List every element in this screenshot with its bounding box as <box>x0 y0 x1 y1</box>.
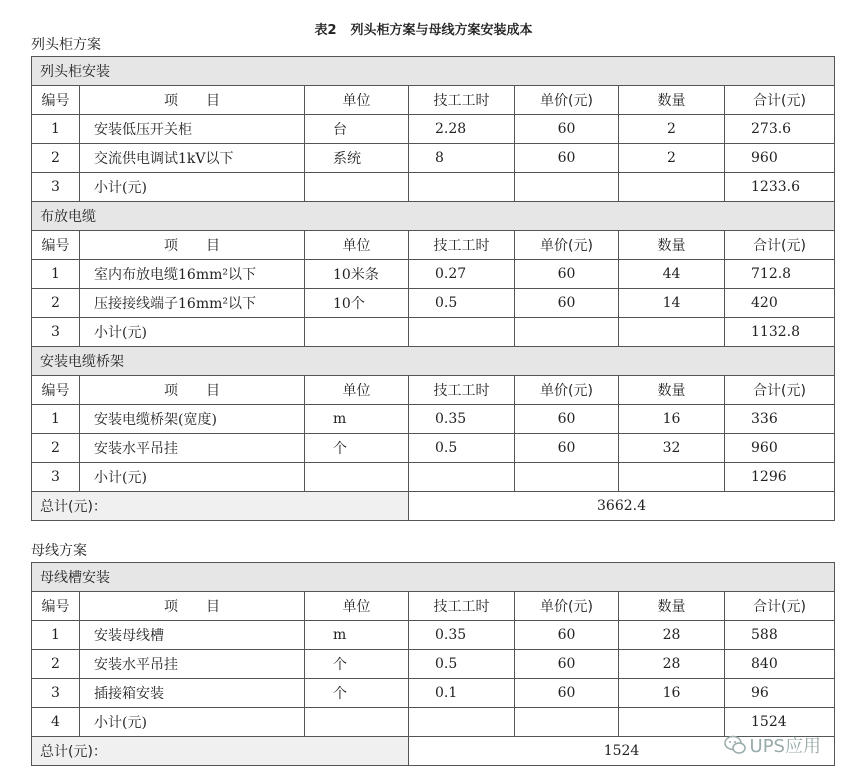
table-row <box>32 405 835 434</box>
table-cell: 4 <box>32 708 80 737</box>
table-cell: 个 <box>305 679 409 708</box>
column-header: 单位 <box>305 231 409 260</box>
total-value: 1524 <box>409 737 835 766</box>
table-cell <box>305 708 409 737</box>
plan2-table <box>31 562 835 766</box>
table-row <box>32 260 835 289</box>
table-cell: 14 <box>619 289 725 318</box>
column-header: 数量 <box>619 86 725 115</box>
table-caption: 列头柜方案与母线方案安装成本 <box>350 23 533 38</box>
column-header: 编号 <box>32 592 80 621</box>
table-cell: 60 <box>515 289 619 318</box>
table-cell: m <box>305 621 409 650</box>
table-cell <box>619 708 725 737</box>
column-header: 技工工时 <box>409 376 515 405</box>
table-row <box>32 650 835 679</box>
table-cell: 1 <box>32 115 80 144</box>
total-row <box>32 492 835 521</box>
column-header: 单价(元) <box>515 231 619 260</box>
table-cell: 96 <box>725 679 835 708</box>
table-cell: 1 <box>32 621 80 650</box>
table-number: 表2 <box>314 23 337 38</box>
section-name: 列头柜安装 <box>32 57 835 86</box>
column-header: 单价(元) <box>515 86 619 115</box>
column-header: 项 目 <box>80 592 305 621</box>
table-cell: 小计(元) <box>80 173 305 202</box>
table-cell: 安装水平吊挂 <box>80 650 305 679</box>
table-cell: 安装母线槽 <box>80 621 305 650</box>
table-cell: 28 <box>619 650 725 679</box>
section-row <box>32 57 835 86</box>
table-cell: 小计(元) <box>80 318 305 347</box>
table-title <box>0 19 847 38</box>
table-cell <box>305 173 409 202</box>
table-cell: 588 <box>725 621 835 650</box>
column-header: 编号 <box>32 86 80 115</box>
table-cell: 3 <box>32 318 80 347</box>
table-row <box>32 621 835 650</box>
table-cell: 个 <box>305 650 409 679</box>
table-cell: 压接接线端子16mm²以下 <box>80 289 305 318</box>
table-cell: 0.35 <box>409 405 515 434</box>
table-cell: 60 <box>515 115 619 144</box>
column-header: 技工工时 <box>409 86 515 115</box>
table-cell <box>409 708 515 737</box>
table-cell: 1233.6 <box>725 173 835 202</box>
table-cell: 60 <box>515 621 619 650</box>
column-header: 编号 <box>32 231 80 260</box>
column-header: 单位 <box>305 376 409 405</box>
table-row <box>32 144 835 173</box>
table-cell: 安装低压开关柜 <box>80 115 305 144</box>
table-cell: 2 <box>32 434 80 463</box>
table-cell: 8 <box>409 144 515 173</box>
table-cell: 60 <box>515 405 619 434</box>
table-cell: 0.27 <box>409 260 515 289</box>
table-cell: 2.28 <box>409 115 515 144</box>
total-row <box>32 737 835 766</box>
section-name: 母线槽安装 <box>32 563 835 592</box>
section-name: 安装电缆桥架 <box>32 347 835 376</box>
table-cell: 0.5 <box>409 650 515 679</box>
table-cell: 交流供电调试1kV以下 <box>80 144 305 173</box>
column-header: 单位 <box>305 86 409 115</box>
table-cell: 28 <box>619 621 725 650</box>
table-cell <box>409 318 515 347</box>
table-cell: 0.35 <box>409 621 515 650</box>
column-header: 项 目 <box>80 376 305 405</box>
section-row <box>32 563 835 592</box>
column-header: 单价(元) <box>515 376 619 405</box>
table-cell: 安装电缆桥架(宽度) <box>80 405 305 434</box>
table-cell: 60 <box>515 650 619 679</box>
table-cell: 420 <box>725 289 835 318</box>
table-cell: 1296 <box>725 463 835 492</box>
table-cell <box>305 318 409 347</box>
table-cell: 960 <box>725 144 835 173</box>
table-cell: m <box>305 405 409 434</box>
table-cell: 个 <box>305 434 409 463</box>
table-cell: 1132.8 <box>725 318 835 347</box>
column-header: 单价(元) <box>515 592 619 621</box>
table-cell: 小计(元) <box>80 463 305 492</box>
table-cell: 安装水平吊挂 <box>80 434 305 463</box>
table-cell: 台 <box>305 115 409 144</box>
watermark <box>724 732 821 758</box>
table-cell: 1 <box>32 405 80 434</box>
table-cell: 60 <box>515 260 619 289</box>
table-cell: 2 <box>32 289 80 318</box>
table-cell: 1 <box>32 260 80 289</box>
table-cell <box>515 463 619 492</box>
header-row <box>32 231 835 260</box>
table-cell: 712.8 <box>725 260 835 289</box>
table-cell: 273.6 <box>725 115 835 144</box>
watermark-text: UPS应用 <box>749 736 821 757</box>
wechat-icon <box>724 735 746 755</box>
column-header: 项 目 <box>80 231 305 260</box>
table-cell: 3 <box>32 173 80 202</box>
table-cell <box>409 463 515 492</box>
table-cell: 16 <box>619 679 725 708</box>
table-row <box>32 679 835 708</box>
table-cell: 0.5 <box>409 434 515 463</box>
table-cell <box>305 463 409 492</box>
table-cell: 60 <box>515 679 619 708</box>
table-cell: 10个 <box>305 289 409 318</box>
table-cell: 2 <box>619 144 725 173</box>
column-header: 数量 <box>619 231 725 260</box>
table-row <box>32 708 835 737</box>
table-cell: 32 <box>619 434 725 463</box>
column-header: 数量 <box>619 376 725 405</box>
table-cell <box>619 318 725 347</box>
table-cell <box>619 463 725 492</box>
plan1-heading: 列头柜方案 <box>31 37 101 53</box>
table-cell: 336 <box>725 405 835 434</box>
column-header: 技工工时 <box>409 231 515 260</box>
table-cell <box>515 318 619 347</box>
table-cell <box>619 173 725 202</box>
table-row <box>32 463 835 492</box>
total-label: 总计(元)： <box>32 737 409 766</box>
table-cell: 840 <box>725 650 835 679</box>
column-header: 合计(元) <box>725 376 835 405</box>
table-cell: 小计(元) <box>80 708 305 737</box>
table-cell: 2 <box>32 144 80 173</box>
total-label: 总计(元)： <box>32 492 409 521</box>
column-header: 合计(元) <box>725 86 835 115</box>
column-header: 数量 <box>619 592 725 621</box>
column-header: 单位 <box>305 592 409 621</box>
table-row <box>32 115 835 144</box>
table-row <box>32 318 835 347</box>
table-cell: 0.5 <box>409 289 515 318</box>
header-row <box>32 376 835 405</box>
table-cell: 室内布放电缆16mm²以下 <box>80 260 305 289</box>
table-cell: 60 <box>515 144 619 173</box>
column-header: 编号 <box>32 376 80 405</box>
table-cell: 16 <box>619 405 725 434</box>
plan2-heading: 母线方案 <box>31 543 87 559</box>
column-header: 技工工时 <box>409 592 515 621</box>
table-cell: 60 <box>515 434 619 463</box>
plan1-table <box>31 56 835 521</box>
section-row <box>32 202 835 231</box>
table-cell: 3 <box>32 679 80 708</box>
table-cell: 插接箱安装 <box>80 679 305 708</box>
column-header: 合计(元) <box>725 592 835 621</box>
table-cell: 1524 <box>725 708 835 737</box>
table-row <box>32 173 835 202</box>
table-cell: 960 <box>725 434 835 463</box>
table-cell: 3 <box>32 463 80 492</box>
table-cell: 44 <box>619 260 725 289</box>
section-name: 布放电缆 <box>32 202 835 231</box>
total-value: 3662.4 <box>409 492 835 521</box>
table-cell: 0.1 <box>409 679 515 708</box>
table-cell <box>515 708 619 737</box>
column-header: 项 目 <box>80 86 305 115</box>
table-cell: 10米条 <box>305 260 409 289</box>
table-cell: 系统 <box>305 144 409 173</box>
header-row <box>32 86 835 115</box>
section-row <box>32 347 835 376</box>
table-cell <box>409 173 515 202</box>
table-cell: 2 <box>619 115 725 144</box>
table-cell <box>515 173 619 202</box>
table-cell: 2 <box>32 650 80 679</box>
column-header: 合计(元) <box>725 231 835 260</box>
table-row <box>32 289 835 318</box>
table-row <box>32 434 835 463</box>
header-row <box>32 592 835 621</box>
